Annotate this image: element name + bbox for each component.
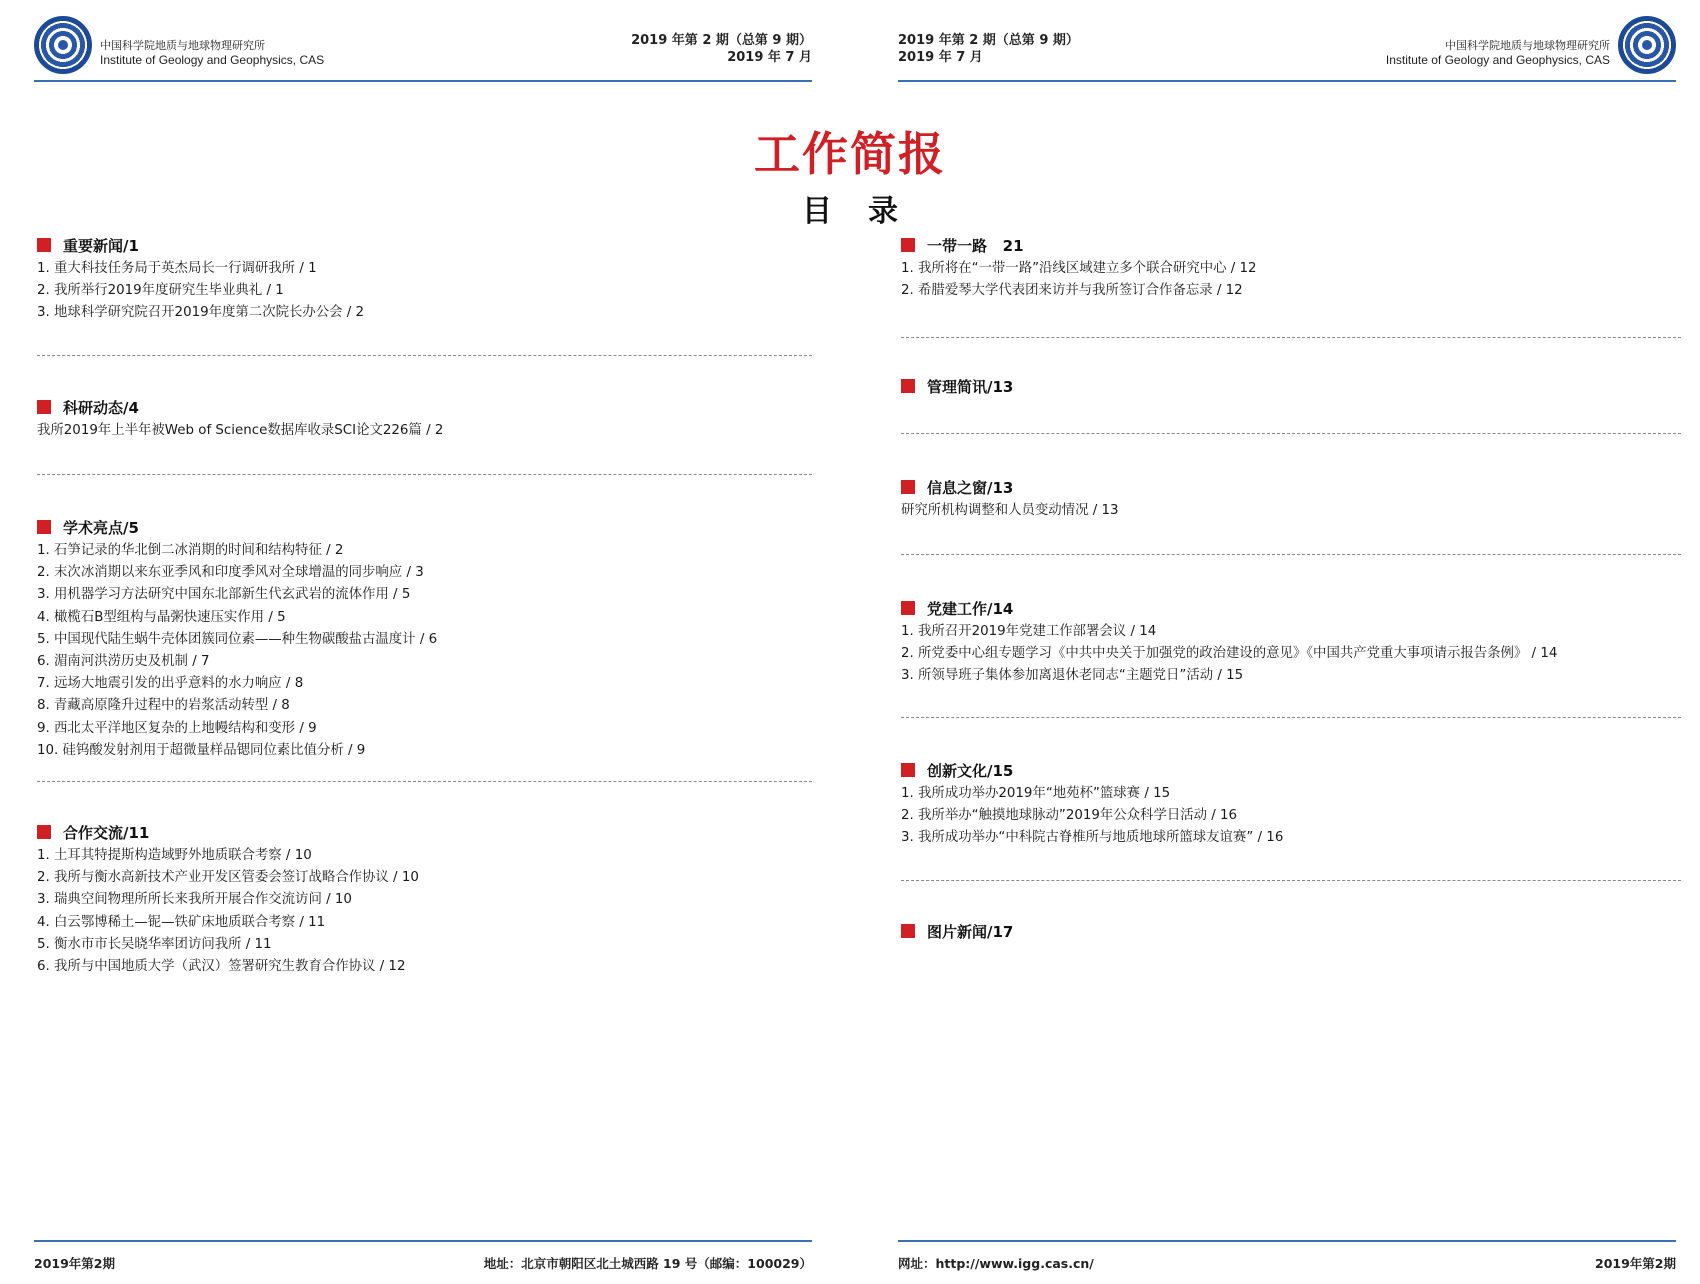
left-footer bbox=[34, 1240, 812, 1280]
issue-info bbox=[898, 32, 1079, 66]
institute-name bbox=[1386, 38, 1610, 68]
toc-entry: 1. 我所召开2019年党建工作部署会议 / 14 bbox=[901, 624, 1157, 639]
footer-issue: 2019年第2期 bbox=[34, 1256, 115, 1271]
section-title: 合作交流/11 bbox=[63, 823, 150, 842]
institute-name-cn: 中国科学院地质与地球物理研究所 bbox=[100, 39, 265, 52]
toc-entry: 10. 硅钨酸发射剂用于超微量样品锶同位素比值分析 / 9 bbox=[37, 742, 366, 758]
issue-date: 2019 年 7 月 bbox=[727, 50, 812, 65]
bulletin-title: 工作简报 bbox=[754, 127, 946, 181]
red-square-icon bbox=[901, 601, 915, 615]
toc-section bbox=[37, 516, 812, 762]
red-square-icon bbox=[37, 520, 51, 534]
toc-heading: 目录 bbox=[802, 194, 934, 229]
dashed-divider bbox=[901, 880, 1681, 881]
toc-entry: 2. 我所举办“触摸地球脉动”2019年公众科学日活动 / 16 bbox=[901, 808, 1238, 824]
toc-section bbox=[901, 597, 1681, 688]
footer-rule bbox=[34, 1240, 812, 1242]
right-header bbox=[898, 12, 1676, 82]
toc-entry: 7. 远场大地震引发的出乎意料的水力响应 / 8 bbox=[37, 676, 304, 692]
toc-entry: 3. 用机器学习方法研究中国东北部新生代玄武岩的流体作用 / 5 bbox=[37, 587, 411, 603]
section-title: 一带一路 21 bbox=[927, 236, 1024, 255]
header-rule bbox=[898, 80, 1676, 82]
toc-entry: 我所2019年上半年被Web of Science数据库收录SCI论文226篇 / 2 bbox=[37, 423, 444, 438]
section-title: 重要新闻/1 bbox=[63, 236, 139, 255]
toc-entry: 4. 白云鄂博稀土—铌—铁矿床地质联合考察 / 11 bbox=[37, 914, 326, 930]
toc-section bbox=[901, 759, 1681, 850]
toc-entry: 1. 重大科技任务局于英杰局长一行调研我所 / 1 bbox=[37, 261, 317, 276]
institute-name-cn: 中国科学院地质与地球物理研究所 bbox=[1445, 39, 1610, 52]
footer-rule bbox=[898, 1240, 1676, 1242]
toc-section bbox=[37, 396, 812, 442]
toc-section bbox=[37, 821, 812, 978]
dashed-divider bbox=[37, 355, 812, 356]
section-title: 图片新闻/17 bbox=[927, 922, 1014, 941]
toc-entry: 2. 所党委中心组专题学习《中共中央关于加强党的政治建设的意见》《中国共产党重大事项请示报告条例》 / 14 bbox=[901, 646, 1558, 662]
toc-entry: 2. 希腊爱琴大学代表团来访并与我所签订合作备忘录 / 12 bbox=[901, 283, 1243, 299]
dashed-divider bbox=[37, 474, 812, 475]
toc-entry: 5. 衡水市市长吴晓华率团访问我所 / 11 bbox=[37, 936, 272, 952]
dashed-divider bbox=[901, 554, 1681, 555]
red-square-icon bbox=[901, 480, 915, 494]
toc-section bbox=[901, 375, 1681, 397]
red-square-icon bbox=[37, 400, 51, 414]
dashed-divider bbox=[901, 717, 1681, 718]
toc-entry: 4. 橄榄石B型组构与晶粥快速压实作用 / 5 bbox=[37, 609, 286, 625]
toc-entry: 3. 瑞典空间物理所所长来我所开展合作交流访问 / 10 bbox=[37, 892, 352, 908]
header-rule bbox=[34, 80, 812, 82]
toc-section bbox=[901, 920, 1681, 942]
toc-entry: 2. 我所与衡水高新技术产业开发区管委会签订战略合作协议 / 10 bbox=[37, 870, 419, 886]
toc-entry: 9. 西北太平洋地区复杂的上地幔结构和变形 / 9 bbox=[37, 720, 317, 736]
toc-entry: 1. 土耳其特提斯构造域野外地质联合考察 / 10 bbox=[37, 848, 312, 863]
red-square-icon bbox=[901, 924, 915, 938]
red-square-icon bbox=[901, 238, 915, 252]
toc-entry: 5. 中国现代陆生蜗牛壳体团簇同位素——种生物碳酸盐古温度计 / 6 bbox=[37, 631, 438, 647]
toc-entry: 研究所机构调整和人员变动情况 / 13 bbox=[901, 503, 1119, 518]
dashed-divider bbox=[37, 781, 812, 782]
right-footer bbox=[898, 1240, 1676, 1280]
toc-entry: 6. 湄南河洪涝历史及机制 / 7 bbox=[37, 654, 210, 670]
red-square-icon bbox=[37, 825, 51, 839]
toc-entry: 1. 石笋记录的华北倒二冰消期的时间和结构特征 / 2 bbox=[37, 543, 344, 558]
section-title: 创新文化/15 bbox=[927, 761, 1014, 780]
red-square-icon bbox=[901, 379, 915, 393]
toc-entry: 8. 青藏高原隆升过程中的岩浆活动转型 / 8 bbox=[37, 698, 290, 714]
left-header bbox=[34, 12, 812, 82]
toc-entry: 3. 所领导班子集体参加离退休老同志“主题党日”活动 / 15 bbox=[901, 668, 1244, 684]
red-square-icon bbox=[901, 763, 915, 777]
section-title: 学术亮点/5 bbox=[63, 518, 139, 537]
issue-number: 2019 年第 2 期（总第 9 期） bbox=[631, 33, 812, 48]
toc-entry: 3. 地球科学研究院召开2019年度第二次院长办公会 / 2 bbox=[37, 305, 365, 321]
dashed-divider bbox=[901, 337, 1681, 338]
red-square-icon bbox=[37, 238, 51, 252]
section-title: 信息之窗/13 bbox=[927, 478, 1014, 497]
cas-logo-icon bbox=[34, 16, 92, 74]
institute-name-en: Institute of Geology and Geophysics, CAS bbox=[100, 53, 325, 67]
toc-section bbox=[901, 234, 1681, 302]
footer-issue: 2019年第2期 bbox=[1595, 1256, 1676, 1271]
section-title: 管理简讯/13 bbox=[927, 377, 1014, 396]
toc-entry: 1. 我所将在“一带一路”沿线区域建立多个联合研究中心 / 12 bbox=[901, 261, 1257, 276]
issue-info bbox=[631, 32, 812, 66]
toc-section bbox=[901, 476, 1681, 522]
toc-entry: 3. 我所成功举办“中科院古脊椎所与地质地球所篮球友谊赛” / 16 bbox=[901, 830, 1284, 846]
institute-name bbox=[100, 38, 324, 68]
footer-website: 网址：http://www.igg.cas.cn/ bbox=[898, 1256, 1094, 1271]
footer-address: 地址：北京市朝阳区北土城西路 19 号（邮编：100029） bbox=[483, 1256, 812, 1271]
dashed-divider bbox=[901, 433, 1681, 434]
issue-date: 2019 年 7 月 bbox=[898, 50, 983, 65]
issue-number: 2019 年第 2 期（总第 9 期） bbox=[898, 33, 1079, 48]
cas-logo-icon bbox=[1618, 16, 1676, 74]
toc-section bbox=[37, 234, 812, 325]
institute-name-en: Institute of Geology and Geophysics, CAS bbox=[1385, 53, 1610, 67]
section-title: 党建工作/14 bbox=[927, 599, 1014, 618]
toc-entry: 2. 我所举行2019年度研究生毕业典礼 / 1 bbox=[37, 283, 284, 299]
toc-entry: 2. 末次冰消期以来东亚季风和印度季风对全球增温的同步响应 / 3 bbox=[37, 565, 424, 581]
toc-entry: 6. 我所与中国地质大学（武汉）签署研究生教育合作协议 / 12 bbox=[37, 959, 406, 975]
toc-entry: 1. 我所成功举办2019年“地苑杯”篮球赛 / 15 bbox=[901, 786, 1171, 801]
section-title: 科研动态/4 bbox=[63, 398, 139, 417]
